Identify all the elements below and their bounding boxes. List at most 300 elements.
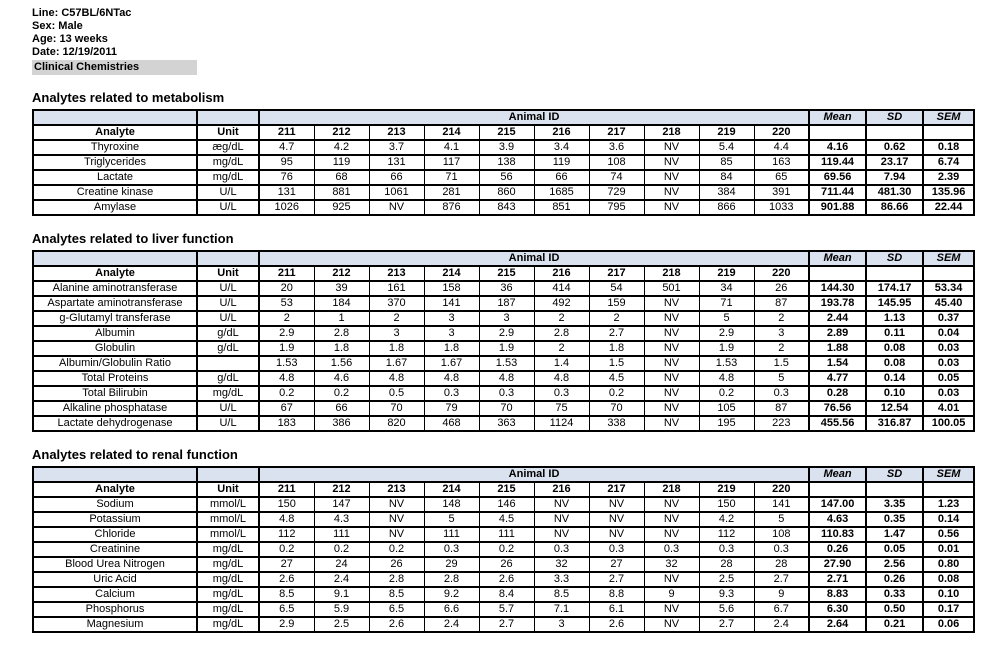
value-cell: 2.8 — [534, 326, 589, 341]
analyte-row — [33, 527, 974, 542]
mean-value-cell: 2.89 — [809, 326, 866, 341]
value-cell: 0.2 — [479, 542, 534, 557]
value-cell: 370 — [369, 296, 424, 311]
analyte-name-cell: Triglycerides — [33, 155, 197, 170]
value-cell: 5 — [424, 512, 479, 527]
unit-cell: U/L — [197, 185, 259, 200]
value-cell: NV — [369, 512, 424, 527]
analyte-row — [33, 572, 974, 587]
analyte-row — [33, 542, 974, 557]
value-cell: 9 — [754, 587, 809, 602]
value-cell: 2.6 — [369, 617, 424, 632]
sem-value-cell: 0.17 — [923, 602, 974, 617]
value-cell: 2.4 — [424, 617, 479, 632]
sd-value-cell: 3.35 — [866, 497, 923, 512]
value-cell: 391 — [754, 185, 809, 200]
value-cell: 2.6 — [259, 572, 314, 587]
value-cell: 24 — [314, 557, 369, 572]
sd-value-cell: 1.13 — [866, 311, 923, 326]
value-cell: NV — [369, 497, 424, 512]
analyte-name-cell: Thyroxine — [33, 140, 197, 155]
sem-header: SEM — [923, 467, 974, 482]
value-cell: 28 — [699, 557, 754, 572]
value-cell: 1.8 — [589, 341, 644, 356]
value-cell: 9 — [644, 587, 699, 602]
value-cell: NV — [644, 497, 699, 512]
band-unit-spacer — [197, 467, 259, 482]
value-cell: 2.9 — [259, 617, 314, 632]
value-cell: 2 — [534, 311, 589, 326]
value-cell: 338 — [589, 416, 644, 431]
value-cell: 384 — [699, 185, 754, 200]
animal-id-column-header: 214 — [424, 266, 479, 281]
analyte-name-cell: Lactate dehydrogenase — [33, 416, 197, 431]
animal-id-column-header: 216 — [534, 125, 589, 140]
value-cell: 468 — [424, 416, 479, 431]
sd-header: SD — [866, 467, 923, 482]
value-cell: 3 — [424, 326, 479, 341]
unit-cell: U/L — [197, 401, 259, 416]
value-cell: 26 — [754, 281, 809, 296]
value-cell: 112 — [699, 527, 754, 542]
analyte-name-cell: Alanine aminotransferase — [33, 281, 197, 296]
value-cell: 148 — [424, 497, 479, 512]
mean-header-spacer — [809, 125, 866, 140]
value-cell: 68 — [314, 170, 369, 185]
value-cell: 2 — [534, 341, 589, 356]
analyte-column-header: Analyte — [33, 266, 197, 281]
value-cell: NV — [644, 296, 699, 311]
animal-id-header: Animal ID — [259, 110, 809, 125]
analyte-table — [32, 250, 975, 432]
value-cell: 111 — [424, 527, 479, 542]
band-unit-spacer — [197, 110, 259, 125]
value-cell: 70 — [369, 401, 424, 416]
value-cell: NV — [644, 155, 699, 170]
value-cell: NV — [589, 497, 644, 512]
analyte-name-cell: Sodium — [33, 497, 197, 512]
value-cell: 876 — [424, 200, 479, 215]
value-cell: 2.7 — [589, 326, 644, 341]
value-cell: 2.8 — [314, 326, 369, 341]
animal-id-column-header: 214 — [424, 125, 479, 140]
sd-header-spacer — [866, 482, 923, 497]
clinical-chemistries-banner: Clinical Chemistries — [32, 60, 197, 75]
animal-id-column-header: 213 — [369, 125, 424, 140]
sem-value-cell: 45.40 — [923, 296, 974, 311]
value-cell: 3.3 — [534, 572, 589, 587]
value-cell: 27 — [589, 557, 644, 572]
sd-value-cell: 23.17 — [866, 155, 923, 170]
analyte-name-cell: Phosphorus — [33, 602, 197, 617]
value-cell: 6.5 — [259, 602, 314, 617]
mean-value-cell: 110.83 — [809, 527, 866, 542]
analyte-name-cell: Globulin — [33, 341, 197, 356]
unit-cell: g/dL — [197, 341, 259, 356]
value-cell: 28 — [754, 557, 809, 572]
value-cell: 0.2 — [259, 386, 314, 401]
sem-header-spacer — [923, 266, 974, 281]
value-cell: 4.8 — [369, 371, 424, 386]
value-cell: 87 — [754, 296, 809, 311]
sem-value-cell: 0.80 — [923, 557, 974, 572]
value-cell: 0.5 — [369, 386, 424, 401]
sem-value-cell: 0.06 — [923, 617, 974, 632]
header-band-row — [33, 467, 974, 482]
sd-value-cell: 316.87 — [866, 416, 923, 431]
sem-value-cell: 0.05 — [923, 371, 974, 386]
mean-value-cell: 4.77 — [809, 371, 866, 386]
value-cell: NV — [589, 512, 644, 527]
animal-id-column-header: 219 — [699, 125, 754, 140]
analyte-table — [32, 466, 975, 633]
value-cell: 138 — [479, 155, 534, 170]
value-cell: 1.5 — [589, 356, 644, 371]
sem-header-spacer — [923, 125, 974, 140]
value-cell: 5 — [754, 512, 809, 527]
sem-value-cell: 135.96 — [923, 185, 974, 200]
analyte-row — [33, 311, 974, 326]
value-cell: 158 — [424, 281, 479, 296]
value-cell: 9.3 — [699, 587, 754, 602]
value-cell: 2 — [369, 311, 424, 326]
animal-id-column-header: 211 — [259, 125, 314, 140]
value-cell: 4.8 — [424, 371, 479, 386]
analyte-name-cell: Amylase — [33, 200, 197, 215]
sd-value-cell: 2.56 — [866, 557, 923, 572]
mean-value-cell: 119.44 — [809, 155, 866, 170]
value-cell: 2 — [259, 311, 314, 326]
value-cell: 32 — [534, 557, 589, 572]
sd-value-cell: 0.08 — [866, 356, 923, 371]
value-cell: 3 — [534, 617, 589, 632]
mean-header: Mean — [809, 110, 866, 125]
value-cell: 1.53 — [479, 356, 534, 371]
sd-value-cell: 0.50 — [866, 602, 923, 617]
value-cell: 71 — [424, 170, 479, 185]
analyte-row — [33, 281, 974, 296]
animal-id-column-header: 211 — [259, 266, 314, 281]
value-cell: 20 — [259, 281, 314, 296]
value-cell: 147 — [314, 497, 369, 512]
animal-id-column-header: 212 — [314, 266, 369, 281]
value-cell: 0.3 — [699, 542, 754, 557]
analyte-column-header: Analyte — [33, 482, 197, 497]
unit-cell: U/L — [197, 200, 259, 215]
value-cell: NV — [644, 371, 699, 386]
analyte-row — [33, 185, 974, 200]
value-cell: 34 — [699, 281, 754, 296]
analyte-row — [33, 356, 974, 371]
analyte-name-cell: Creatine kinase — [33, 185, 197, 200]
value-cell: 39 — [314, 281, 369, 296]
value-cell: 141 — [754, 497, 809, 512]
value-cell: 492 — [534, 296, 589, 311]
value-cell: 5.7 — [479, 602, 534, 617]
value-cell: 386 — [314, 416, 369, 431]
value-cell: 75 — [534, 401, 589, 416]
value-cell: 6.7 — [754, 602, 809, 617]
value-cell: 1.8 — [314, 341, 369, 356]
sem-value-cell: 6.74 — [923, 155, 974, 170]
animal-id-column-header: 216 — [534, 266, 589, 281]
value-cell: 4.8 — [479, 371, 534, 386]
value-cell: 95 — [259, 155, 314, 170]
sem-value-cell: 0.08 — [923, 572, 974, 587]
sem-value-cell: 0.01 — [923, 542, 974, 557]
meta-date: Date: 12/19/2011 — [32, 46, 118, 58]
analyte-name-cell: Total Proteins — [33, 371, 197, 386]
value-cell: 8.5 — [534, 587, 589, 602]
value-cell: 0.3 — [534, 542, 589, 557]
unit-cell: mg/dL — [197, 386, 259, 401]
mean-value-cell: 901.88 — [809, 200, 866, 215]
value-cell: 3.7 — [369, 140, 424, 155]
analyte-row — [33, 497, 974, 512]
value-cell: 1.53 — [259, 356, 314, 371]
analyte-row — [33, 401, 974, 416]
value-cell: 6.1 — [589, 602, 644, 617]
mean-value-cell: 2.71 — [809, 572, 866, 587]
sd-value-cell: 0.35 — [866, 512, 923, 527]
value-cell: 146 — [479, 497, 534, 512]
value-cell: NV — [644, 527, 699, 542]
value-cell: 0.3 — [754, 542, 809, 557]
value-cell: 843 — [479, 200, 534, 215]
value-cell: 851 — [534, 200, 589, 215]
sd-value-cell: 1.47 — [866, 527, 923, 542]
value-cell: NV — [644, 311, 699, 326]
analyte-row — [33, 341, 974, 356]
value-cell: 2.9 — [479, 326, 534, 341]
value-cell: 4.8 — [259, 512, 314, 527]
column-header-row — [33, 266, 974, 281]
value-cell: 4.2 — [699, 512, 754, 527]
value-cell: NV — [644, 617, 699, 632]
value-cell: 866 — [699, 200, 754, 215]
value-cell: NV — [534, 527, 589, 542]
sd-value-cell: 0.33 — [866, 587, 923, 602]
value-cell: 1.67 — [369, 356, 424, 371]
value-cell: 2.5 — [699, 572, 754, 587]
analyte-name-cell: Chloride — [33, 527, 197, 542]
value-cell: 2.8 — [369, 572, 424, 587]
unit-column-header: Unit — [197, 125, 259, 140]
band-analyte-spacer — [33, 251, 197, 266]
value-cell: 150 — [699, 497, 754, 512]
value-cell: 501 — [644, 281, 699, 296]
sem-value-cell: 0.14 — [923, 512, 974, 527]
value-cell: 117 — [424, 155, 479, 170]
value-cell: 5.4 — [699, 140, 754, 155]
value-cell: 159 — [589, 296, 644, 311]
analyte-name-cell: Albumin/Globulin Ratio — [33, 356, 197, 371]
unit-cell: U/L — [197, 296, 259, 311]
mean-value-cell: 1.54 — [809, 356, 866, 371]
animal-id-column-header: 220 — [754, 125, 809, 140]
value-cell: NV — [644, 170, 699, 185]
value-cell: 4.2 — [314, 140, 369, 155]
unit-cell: æg/dL — [197, 140, 259, 155]
analyte-row — [33, 557, 974, 572]
meta-age: Age: 13 weeks — [32, 33, 108, 45]
sd-value-cell: 145.95 — [866, 296, 923, 311]
value-cell: 56 — [479, 170, 534, 185]
value-cell: 76 — [259, 170, 314, 185]
animal-id-column-header: 218 — [644, 125, 699, 140]
value-cell: 195 — [699, 416, 754, 431]
unit-cell: mmol/L — [197, 497, 259, 512]
sd-value-cell: 0.05 — [866, 542, 923, 557]
value-cell: NV — [644, 602, 699, 617]
mean-header: Mean — [809, 251, 866, 266]
sd-value-cell: 0.21 — [866, 617, 923, 632]
unit-cell: mg/dL — [197, 572, 259, 587]
sem-value-cell: 0.56 — [923, 527, 974, 542]
value-cell: NV — [644, 326, 699, 341]
mean-value-cell: 2.64 — [809, 617, 866, 632]
value-cell: 131 — [369, 155, 424, 170]
mean-value-cell: 27.90 — [809, 557, 866, 572]
sem-value-cell: 4.01 — [923, 401, 974, 416]
analyte-row — [33, 617, 974, 632]
analyte-row — [33, 296, 974, 311]
animal-id-column-header: 217 — [589, 266, 644, 281]
value-cell: 85 — [699, 155, 754, 170]
value-cell: 108 — [589, 155, 644, 170]
value-cell: 1685 — [534, 185, 589, 200]
value-cell: 1.56 — [314, 356, 369, 371]
analyte-row — [33, 602, 974, 617]
value-cell: 9.1 — [314, 587, 369, 602]
value-cell: 70 — [589, 401, 644, 416]
value-cell: 0.3 — [589, 542, 644, 557]
mean-header: Mean — [809, 467, 866, 482]
value-cell: 5 — [754, 371, 809, 386]
value-cell: NV — [644, 341, 699, 356]
animal-id-column-header: 215 — [479, 266, 534, 281]
mean-value-cell: 193.78 — [809, 296, 866, 311]
value-cell: 2.7 — [479, 617, 534, 632]
value-cell: 29 — [424, 557, 479, 572]
meta-line: Line: C57BL/6NTac — [32, 7, 132, 19]
value-cell: NV — [644, 386, 699, 401]
unit-cell: g/dL — [197, 326, 259, 341]
analyte-name-cell: Calcium — [33, 587, 197, 602]
analyte-name-cell: Uric Acid — [33, 572, 197, 587]
analyte-name-cell: Alkaline phosphatase — [33, 401, 197, 416]
value-cell: 925 — [314, 200, 369, 215]
value-cell: 3 — [424, 311, 479, 326]
unit-column-header: Unit — [197, 482, 259, 497]
value-cell: 53 — [259, 296, 314, 311]
mean-value-cell: 4.63 — [809, 512, 866, 527]
header-band-row — [33, 110, 974, 125]
value-cell: 0.2 — [259, 542, 314, 557]
value-cell: 5 — [699, 311, 754, 326]
value-cell: 3.4 — [534, 140, 589, 155]
sem-value-cell: 0.03 — [923, 356, 974, 371]
unit-cell: mg/dL — [197, 557, 259, 572]
value-cell: NV — [589, 527, 644, 542]
value-cell: 1061 — [369, 185, 424, 200]
animal-id-column-header: 218 — [644, 482, 699, 497]
value-cell: 108 — [754, 527, 809, 542]
value-cell: NV — [644, 356, 699, 371]
value-cell: 2.7 — [754, 572, 809, 587]
animal-id-column-header: 212 — [314, 482, 369, 497]
value-cell: 54 — [589, 281, 644, 296]
unit-cell: g/dL — [197, 371, 259, 386]
value-cell: 119 — [314, 155, 369, 170]
analyte-name-cell: Albumin — [33, 326, 197, 341]
value-cell: 2.7 — [699, 617, 754, 632]
sem-value-cell: 22.44 — [923, 200, 974, 215]
value-cell: 2.4 — [314, 572, 369, 587]
unit-cell: U/L — [197, 416, 259, 431]
value-cell: 4.4 — [754, 140, 809, 155]
animal-id-header: Animal ID — [259, 467, 809, 482]
unit-column-header: Unit — [197, 266, 259, 281]
mean-value-cell: 69.56 — [809, 170, 866, 185]
analyte-row — [33, 140, 974, 155]
mean-value-cell: 144.30 — [809, 281, 866, 296]
value-cell: 4.8 — [699, 371, 754, 386]
value-cell: 4.5 — [479, 512, 534, 527]
value-cell: 1.4 — [534, 356, 589, 371]
sd-value-cell: 0.11 — [866, 326, 923, 341]
value-cell: 4.3 — [314, 512, 369, 527]
mean-value-cell: 0.26 — [809, 542, 866, 557]
value-cell: 71 — [699, 296, 754, 311]
value-cell: 70 — [479, 401, 534, 416]
value-cell: 9.2 — [424, 587, 479, 602]
sd-value-cell: 0.08 — [866, 341, 923, 356]
mean-value-cell: 6.30 — [809, 602, 866, 617]
value-cell: 26 — [479, 557, 534, 572]
animal-id-column-header: 215 — [479, 482, 534, 497]
value-cell: 0.3 — [644, 542, 699, 557]
value-cell: 1.53 — [699, 356, 754, 371]
band-analyte-spacer — [33, 467, 197, 482]
value-cell: 0.3 — [424, 542, 479, 557]
analyte-name-cell: Creatinine — [33, 542, 197, 557]
unit-cell: U/L — [197, 311, 259, 326]
unit-cell: mg/dL — [197, 617, 259, 632]
value-cell: 3 — [479, 311, 534, 326]
value-cell: 119 — [534, 155, 589, 170]
value-cell: 111 — [314, 527, 369, 542]
value-cell: 26 — [369, 557, 424, 572]
mean-value-cell: 1.88 — [809, 341, 866, 356]
report-meta — [32, 7, 1000, 75]
value-cell: 8.8 — [589, 587, 644, 602]
animal-id-header: Animal ID — [259, 251, 809, 266]
analyte-name-cell: g-Glutamyl transferase — [33, 311, 197, 326]
value-cell: 8.5 — [259, 587, 314, 602]
sem-value-cell: 0.10 — [923, 587, 974, 602]
section-title: Analytes related to liver function — [32, 231, 234, 246]
value-cell: 7.1 — [534, 602, 589, 617]
sd-value-cell: 0.62 — [866, 140, 923, 155]
value-cell: 5.6 — [699, 602, 754, 617]
sd-header: SD — [866, 110, 923, 125]
value-cell: 4.5 — [589, 371, 644, 386]
mean-value-cell: 711.44 — [809, 185, 866, 200]
value-cell: 223 — [754, 416, 809, 431]
value-cell: NV — [644, 200, 699, 215]
value-cell: 860 — [479, 185, 534, 200]
